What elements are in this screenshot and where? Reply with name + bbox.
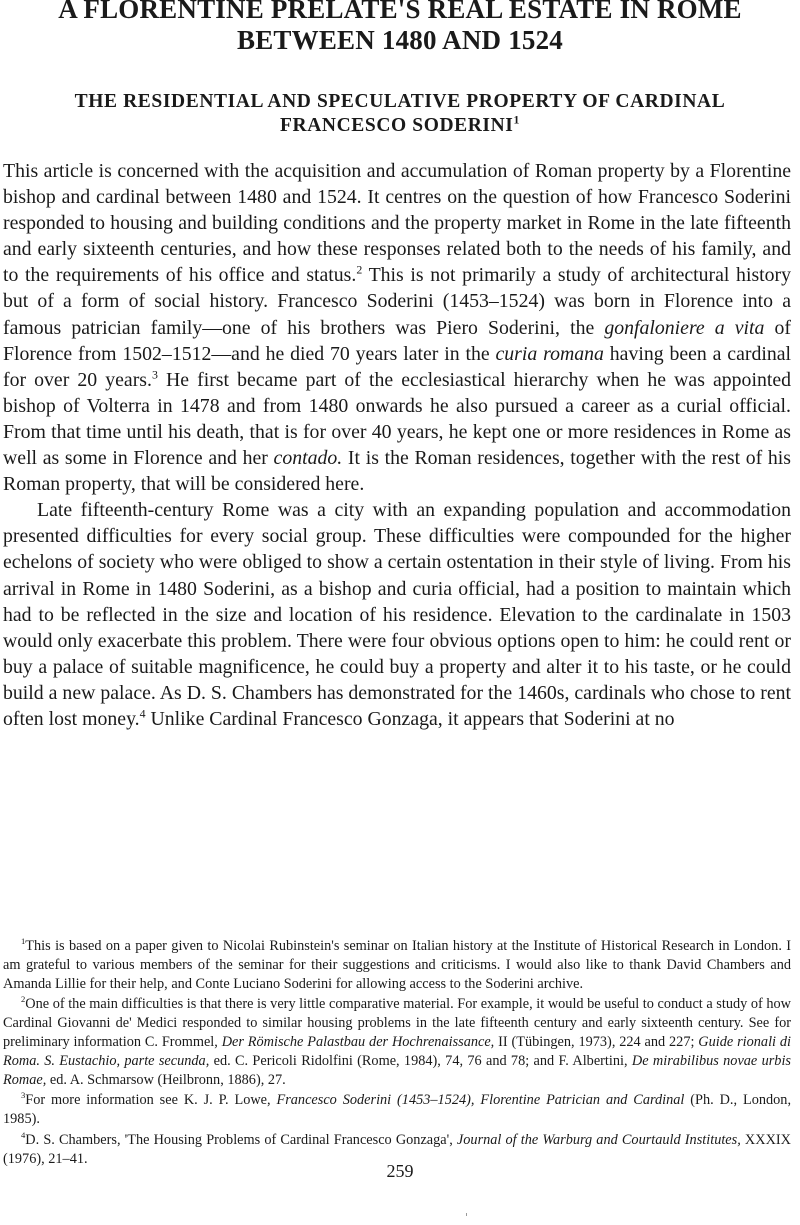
p1-text-6: It is the Roman residences, together with the rest of his Roman property, that will be considered here. [3, 447, 792, 496]
article-title: A FLORENTINE PRELATE'S REAL ESTATE IN ROME BETWEEN 1480 AND 1524 [58, 0, 742, 55]
page-number: 259 [386, 1161, 414, 1181]
p1-text-1: This article is concerned with the acquisition and accumulation of Roman property by a Florentine bishop and cardinal between 1480 and 1524. It centres on the question of how Francesco Soderini responded to housing and building conditions and the property market in Rome in the late fifteenth and early sixteenth centuries, and how these responses related both to the needs of his family, and to the requirements of his office and status. [3, 160, 791, 287]
article-subtitle [20, 90, 780, 138]
footnote-4-text-1: D. S. Chambers, 'The Housing Problems of Cardinal Francesco Gonzaga', [25, 1131, 457, 1148]
footnote-2-number: 2 [21, 994, 26, 1005]
footnotes [3, 937, 791, 1169]
p1-italic-curia: curia romana [495, 342, 604, 365]
footnote-ref-2: 2 [356, 262, 363, 277]
footnote-3-number: 3 [21, 1090, 26, 1101]
p1-italic-gonfaloniere: gonfaloniere a vita [604, 316, 765, 339]
footnote-ref-3: 3 [151, 367, 158, 382]
footnote-1 [3, 937, 791, 993]
footnote-2-text-4: ed. A. Schmarsow (Heilbronn, 1886), 27. [46, 1071, 286, 1088]
subtitle-text: THE RESIDENTIAL AND SPECULATIVE PROPERTY OF CARDINAL FRANCESCO SODERINI [74, 91, 726, 136]
article-body [3, 158, 791, 732]
p1-text-4: having been a cardinal for over 20 years. [3, 342, 791, 391]
footnote-2-italic-2: Guide rionali di Roma. S. Eustachio, parte secunda, [3, 1033, 791, 1069]
scan-speck [466, 1213, 467, 1216]
footnote-4-text-2: XXXIX (1976), 21–41. [3, 1131, 791, 1167]
footnote-1-text: This is based on a paper given to Nicolai Rubinstein's seminar on Italian history at the Institute of Historical Research in London. I am grateful to various members of the seminar for their suggestions and criticisms. I would also like to thank David Chambers and Amanda Lillie for their help, and Conte Luciano Soderini for allowing access to the Soderini archive. [3, 938, 791, 992]
p1-text-3: of Florence from 1502–1512—and he died 70 years later in the [3, 316, 791, 365]
footnote-3-text-2: (Ph. D., London, 1985). [3, 1092, 792, 1128]
paragraph-2 [3, 497, 791, 732]
footnote-2-text-1: One of the main difficulties is that there is very little comparative material. For example, it would be useful to conduct a study of how Cardinal Giovanni de' Medici responded to similar housing problems in the late fifteenth century and early sixteenth century. See for preliminary information C. Frommel, [3, 996, 791, 1050]
p2-text-2: Unlike Cardinal Francesco Gonzaga, it appears that Soderini at no [145, 707, 675, 730]
p1-italic-contado: contado. [273, 447, 343, 470]
paragraph-1 [3, 158, 791, 497]
footnote-1-number: 1 [21, 936, 26, 947]
footnote-2-text-2: II (Tübingen, 1973), 224 and 227; [494, 1033, 699, 1050]
footnote-2-italic-3: De mirabilibus novae urbis Romae, [3, 1052, 791, 1088]
footnote-3 [3, 1091, 791, 1129]
p1-text-2: This is not primarily a study of architectural history but of a form of social history. Francesco Soderini (1453–1524) was born in Florence into a famous patrician family—one of his brothers was Piero Soderini, the [3, 264, 792, 339]
footnote-4-number: 4 [21, 1130, 26, 1141]
p2-text-1: Late fifteenth-century Rome was a city with an expanding population and accommodation presented difficulties for every social group. These difficulties were compounded for the higher echelons of society who were obliged to show a certain ostentation in their style of living. From his arrival in Rome in 1480 Soderini, as a bishop and curia official, had a position to maintain which had to be reflected in the size and location of his residence. Elevation to the cardinalate in 1503 would only exacerbate this problem. There were four obvious options open to him: he could rent or buy a palace of suitable magnificence, he could buy a property and alter it to his taste, or he could build a new palace. As D. S. Chambers has demonstrated for the 1460s, cardinals who chose to rent often lost money. [3, 499, 791, 730]
footnote-3-text-1: For more information see K. J. P. Lowe, [25, 1092, 277, 1109]
p1-text-5: He first became part of the ecclesiastical hierarchy when he was appointed bishop of Volterra in 1478 and from 1480 onwards he also pursued a career as a curial official. From that time until his death, that is for over 40 years, he kept one or more residences in Rome as well as some in Florence and her [3, 368, 791, 470]
footnote-2-text-3: ed. C. Pericoli Ridolfini (Rome, 1984), 74, 76 and 78; and F. Albertini, [209, 1052, 632, 1069]
footnote-2-italic-1: Der Römische Palastbau der Hochrenaissance, [221, 1033, 495, 1050]
footnote-ref-1: 1 [513, 113, 520, 127]
footnote-4-italic-1: Journal of the Warburg and Courtauld Institutes, [456, 1131, 741, 1148]
footnote-2 [3, 995, 791, 1089]
footnote-ref-4: 4 [139, 706, 146, 721]
footnote-3-italic-1: Francesco Soderini (1453–1524), Florentine Patrician and Cardinal [276, 1092, 685, 1109]
